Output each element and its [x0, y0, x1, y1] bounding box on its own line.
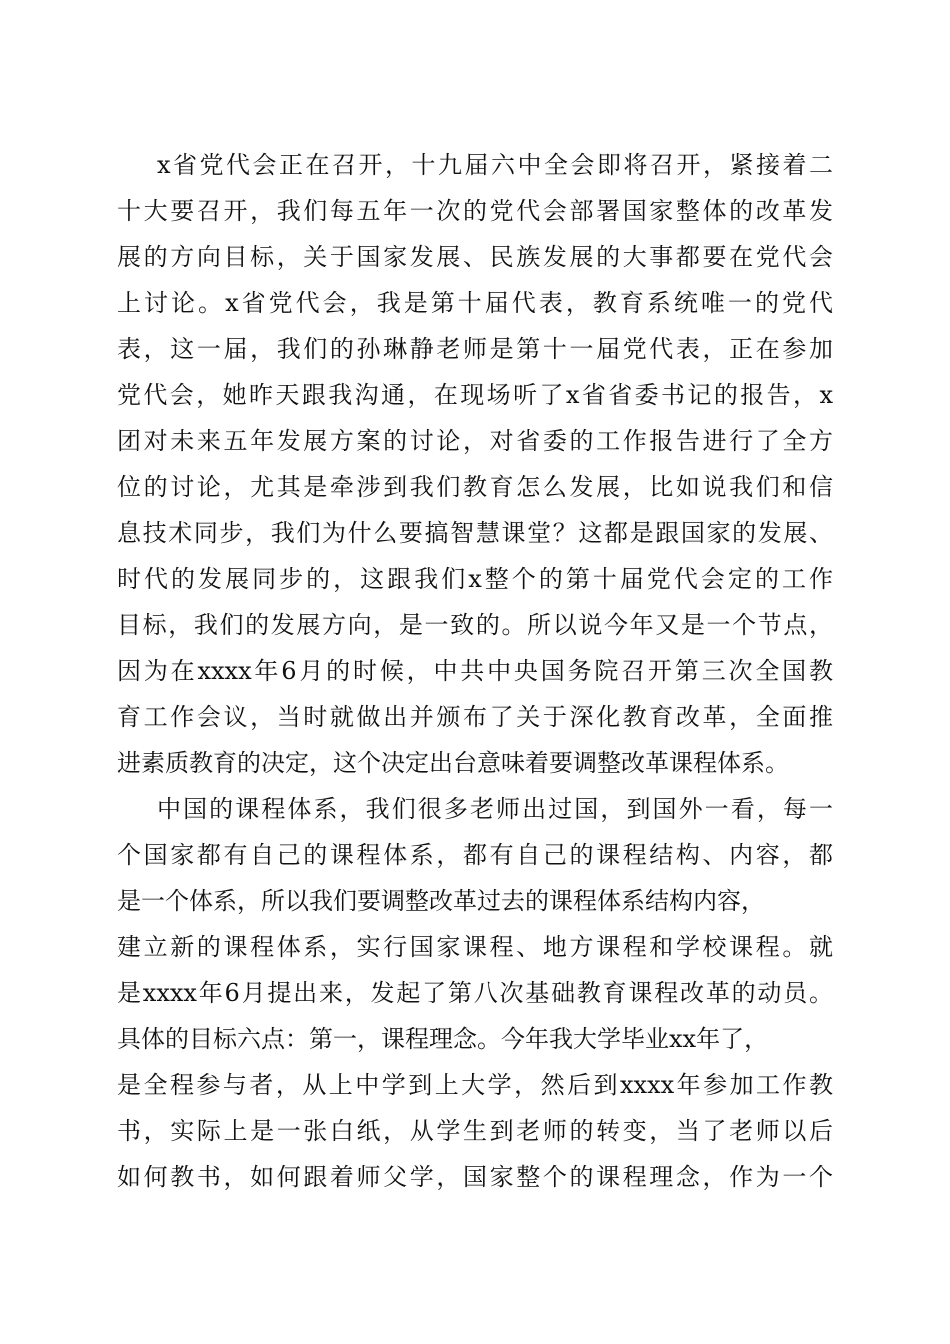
text-line: 目标，我们的发展方向，是一致的。所以说今年又是一个节点， — [117, 611, 833, 639]
text-line: x省党代会正在召开，十九届六中全会即将召开，紧接着二 — [157, 151, 833, 179]
text-line: 具体的目标六点：第一，课程理念。今年我大学毕业xx年了， — [117, 1025, 769, 1053]
text-line: 书，实际上是一张白纸，从学生到老师的转变，当了老师以后 — [117, 1117, 833, 1145]
text-line: 团对未来五年发展方案的讨论，对省委的工作报告进行了全方 — [117, 427, 833, 455]
text-line: 十大要召开，我们每五年一次的党代会部署国家整体的改革发 — [117, 197, 833, 225]
text-line: 因为在xxxx年6月的时候，中共中央国务院召开第三次全国教 — [117, 657, 833, 685]
text-line: 建立新的课程体系，实行国家课程、地方课程和学校课程。就 — [117, 933, 833, 961]
text-line: 中国的课程体系，我们很多老师出过国，到国外一看，每一 — [157, 795, 833, 823]
text-line: 育工作会议，当时就做出并颁布了关于深化教育改革，全面推 — [117, 703, 833, 731]
body-text — [117, 142, 833, 1200]
text-line: 是一个体系，所以我们要调整改革过去的课程体系结构内容， — [117, 887, 765, 915]
text-line: 党代会，她昨天跟我沟通，在现场听了x省省委书记的报告，x — [117, 381, 833, 409]
text-line: 时代的发展同步的，这跟我们x整个的第十届党代会定的工作 — [117, 565, 833, 593]
text-line: 上讨论。x省党代会，我是第十届代表，教育系统唯一的党代 — [117, 289, 833, 317]
text-line: 是全程参与者，从上中学到上大学，然后到xxxx年参加工作教 — [117, 1071, 833, 1099]
text-line: 位的讨论，尤其是牵涉到我们教育怎么发展，比如说我们和信 — [117, 473, 833, 501]
text-line: 进素质教育的决定，这个决定出台意味着要调整改革课程体系。 — [117, 749, 789, 777]
text-line: 如何教书，如何跟着师父学，国家整个的课程理念，作为一个 — [117, 1163, 833, 1191]
text-line: 展的方向目标，关于国家发展、民族发展的大事都要在党代会 — [117, 243, 833, 271]
text-line: 表，这一届，我们的孙琳静老师是第十一届党代表，正在参加 — [117, 335, 833, 363]
text-line: 个国家都有自己的课程体系，都有自己的课程结构、内容，都 — [117, 841, 833, 869]
text-line: 是xxxx年6月提出来，发起了第八次基础教育课程改革的动员。 — [117, 979, 833, 1007]
text-line: 息技术同步，我们为什么要搞智慧课堂？这都是跟国家的发展、 — [117, 519, 833, 547]
